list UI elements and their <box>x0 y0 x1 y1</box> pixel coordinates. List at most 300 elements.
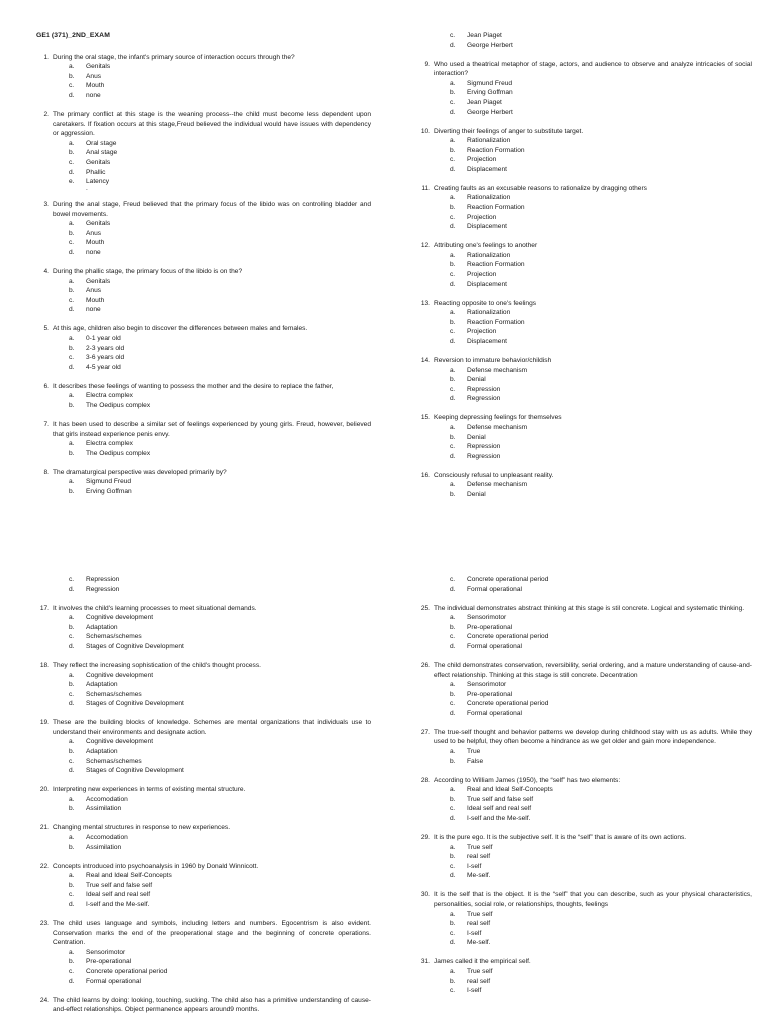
answer-option <box>36 833 371 843</box>
option-letter: c. <box>450 385 456 393</box>
option-letter: c. <box>450 862 456 870</box>
question <box>417 776 752 824</box>
option-text: Anus <box>86 229 102 237</box>
question-number: 4. <box>43 268 49 276</box>
option-letter: b. <box>450 490 456 498</box>
continued-options <box>417 31 752 50</box>
option-list <box>417 843 752 881</box>
question <box>36 996 371 1015</box>
option-text: Genitals <box>86 63 111 71</box>
option-letter: e. <box>69 178 75 186</box>
option-letter: b. <box>69 843 75 851</box>
answer-option <box>36 177 371 187</box>
option-text: Projection <box>467 328 497 336</box>
option-text: Anus <box>86 72 102 80</box>
answer-option <box>36 334 371 344</box>
question-stem <box>36 862 371 872</box>
option-letter: a. <box>450 423 456 431</box>
answer-option <box>36 977 371 987</box>
question-number: 6. <box>43 382 49 390</box>
option-text: Me-self. <box>467 872 491 880</box>
answer-option <box>36 72 371 82</box>
option-letter: a. <box>69 872 75 880</box>
answer-option <box>417 165 752 175</box>
option-text: Defense mechanism <box>467 481 528 489</box>
answer-option <box>417 814 752 824</box>
option-letter: b. <box>69 881 75 889</box>
option-text: Reaction Formation <box>467 146 525 154</box>
option-letter: b. <box>69 623 75 631</box>
question-text: Interpreting new experiences in terms of existing mental structure. <box>53 786 246 794</box>
answer-option <box>36 680 371 690</box>
option-letter: a. <box>450 786 456 794</box>
option-text: Stages of Cognitive Development <box>86 642 184 650</box>
option-list <box>417 366 752 404</box>
option-letter: c. <box>69 576 75 583</box>
option-list <box>417 785 752 823</box>
question-stem <box>417 241 752 251</box>
option-list <box>36 795 371 814</box>
question-number: 27. <box>420 728 430 736</box>
answer-option <box>36 286 371 296</box>
option-text: I-self <box>467 987 482 995</box>
answer-option <box>417 108 752 118</box>
answer-option <box>417 270 752 280</box>
question <box>417 184 752 232</box>
answer-option <box>36 439 371 449</box>
option-text: I-self and the Me-self. <box>86 900 150 908</box>
answer-option <box>417 146 752 156</box>
answer-option <box>417 490 752 500</box>
question <box>417 299 752 347</box>
answer-option <box>417 423 752 433</box>
option-list <box>417 613 752 651</box>
option-text: Stages of Cognitive Development <box>86 700 184 708</box>
exam-page-2 <box>0 512 768 1024</box>
answer-option <box>417 136 752 146</box>
option-letter: c. <box>450 271 456 279</box>
answer-option <box>36 229 371 239</box>
option-letter: b. <box>450 920 456 928</box>
option-text: 4-5 year old <box>86 363 121 371</box>
question-stem <box>36 382 371 392</box>
question-stem <box>417 60 752 79</box>
option-text: Concrete operational period <box>467 700 549 708</box>
option-letter: c. <box>69 633 75 641</box>
option-text: Erving Goffman <box>86 487 132 495</box>
question <box>417 604 752 652</box>
question-stem <box>417 833 752 843</box>
answer-option <box>36 757 371 767</box>
answer-option <box>36 158 371 168</box>
option-text: Formal operational <box>467 709 522 717</box>
option-list <box>417 308 752 346</box>
question-stem <box>36 324 371 334</box>
option-list <box>36 334 371 372</box>
option-text: Genitals <box>86 277 111 285</box>
question <box>417 356 752 404</box>
option-letter: c. <box>69 158 75 166</box>
option-list <box>36 948 371 986</box>
answer-option <box>36 449 371 459</box>
question <box>36 420 371 458</box>
question-text: Reversion to immature behavior/childish <box>434 356 552 364</box>
answer-option <box>36 139 371 149</box>
option-text: Assimilation <box>86 805 122 813</box>
option-text: Phallic <box>86 168 106 176</box>
option-letter: d. <box>69 700 75 708</box>
option-letter: a. <box>69 220 75 228</box>
option-letter: b. <box>69 487 75 495</box>
answer-option <box>417 318 752 328</box>
question-stem <box>36 823 371 833</box>
question <box>36 785 371 814</box>
option-letter: c. <box>69 891 75 899</box>
question-number: 17. <box>39 604 49 612</box>
option-text: Displacement <box>467 223 507 231</box>
option-text: 2-3 years old <box>86 344 125 352</box>
answer-option <box>417 155 752 165</box>
option-text: Stages of Cognitive Development <box>86 767 184 775</box>
option-letter: d. <box>450 642 456 650</box>
answer-option <box>417 394 752 404</box>
answer-option <box>417 575 752 585</box>
question-stem <box>36 661 371 671</box>
question-stem <box>417 413 752 423</box>
answer-option <box>36 843 371 853</box>
question-number: 8. <box>43 468 49 476</box>
option-letter: d. <box>69 642 75 650</box>
question-text: Concepts introduced into psychoanalysis in 1960 by Donald Winnicott. <box>53 862 259 870</box>
question <box>417 471 752 500</box>
option-list <box>36 219 371 257</box>
option-list <box>36 871 371 909</box>
option-list <box>36 477 371 496</box>
answer-option <box>417 260 752 270</box>
answer-option <box>36 795 371 805</box>
option-letter: b. <box>450 853 456 861</box>
option-letter: d. <box>69 977 75 985</box>
question-text: Diverting their feelings of anger to substitute target. <box>434 127 584 135</box>
question-number: 19. <box>39 719 49 727</box>
answer-option <box>417 690 752 700</box>
option-letter: a. <box>69 738 75 746</box>
question-number: 16. <box>420 471 430 479</box>
answer-option <box>417 642 752 652</box>
question-stem <box>417 356 752 366</box>
answer-option <box>36 575 371 585</box>
option-letter: d. <box>450 223 456 231</box>
option-text: True self <box>467 843 493 851</box>
answer-option <box>36 248 371 258</box>
option-letter: a. <box>450 194 456 202</box>
question-text: According to William James (1950), the “self” has two elements: <box>434 776 621 784</box>
option-list <box>417 136 752 174</box>
answer-option <box>417 747 752 757</box>
question-number: 10. <box>420 127 430 135</box>
option-letter: c. <box>69 82 75 90</box>
option-text: Oral stage <box>86 139 117 147</box>
answer-option <box>36 487 371 497</box>
question-number: 11. <box>421 184 430 192</box>
answer-option <box>36 91 371 101</box>
option-list <box>36 439 371 458</box>
question-stem <box>36 110 371 139</box>
option-text: Adaptation <box>86 681 118 689</box>
option-text: Regression <box>467 452 501 460</box>
option-letter: d. <box>69 767 75 775</box>
question <box>36 718 371 776</box>
option-list <box>36 139 371 187</box>
question-number: 5. <box>43 325 49 333</box>
option-text: Defense mechanism <box>467 423 528 431</box>
option-text: Schemas/schemes <box>86 690 142 698</box>
option-text: Formal operational <box>467 642 522 650</box>
option-letter: c. <box>69 690 75 698</box>
option-letter: a. <box>69 63 75 71</box>
option-letter: a. <box>450 481 456 489</box>
continued-options <box>36 575 371 594</box>
option-text: Pre-operational <box>467 690 513 698</box>
option-letter: b. <box>69 449 75 457</box>
answer-option <box>417 967 752 977</box>
option-letter: c. <box>450 32 456 39</box>
option-letter: b. <box>69 681 75 689</box>
option-letter: b. <box>69 72 75 80</box>
option-text: Rationalization <box>467 309 511 317</box>
option-list <box>417 480 752 499</box>
option-letter: b. <box>69 149 75 157</box>
answer-option <box>36 948 371 958</box>
option-letter: b. <box>69 805 75 813</box>
option-text: Repression <box>467 443 501 451</box>
question-stem <box>36 267 371 277</box>
answer-option <box>417 203 752 213</box>
option-text: Reaction Formation <box>467 261 525 269</box>
option-text: False <box>467 757 484 765</box>
question <box>36 823 371 852</box>
question-stem <box>36 53 371 63</box>
answer-option <box>417 804 752 814</box>
question-stem <box>417 604 752 614</box>
answer-option <box>36 671 371 681</box>
answer-option <box>417 623 752 633</box>
option-letter: a. <box>450 967 456 975</box>
option-text: Projection <box>467 213 497 221</box>
question-number: 15. <box>420 414 430 422</box>
option-text: Schemas/schemes <box>86 633 142 641</box>
option-letter: b. <box>69 344 75 352</box>
question <box>417 890 752 948</box>
option-list <box>417 79 752 117</box>
answer-option <box>36 62 371 72</box>
option-letter: c. <box>450 576 456 583</box>
answer-option <box>417 929 752 939</box>
option-letter: b. <box>69 958 75 966</box>
question-number: 31. <box>420 958 430 966</box>
option-letter: d. <box>69 91 75 99</box>
option-list <box>36 737 371 775</box>
option-letter: a. <box>69 614 75 622</box>
option-letter: a. <box>69 139 75 147</box>
option-list <box>417 967 752 996</box>
option-text: I-self <box>467 929 482 937</box>
option-text: The Oedipus complex <box>86 401 151 409</box>
option-text: Sensorimotor <box>467 614 507 622</box>
answer-option <box>36 737 371 747</box>
question-number: 26. <box>420 661 430 669</box>
option-list <box>417 193 752 231</box>
answer-option <box>36 296 371 306</box>
option-letter: a. <box>69 671 75 679</box>
option-text: True self <box>467 967 493 975</box>
option-letter: a. <box>450 79 456 87</box>
answer-option <box>417 251 752 261</box>
question-text: During the anal stage, Freud believed that the primary focus of the libido was on controlling bladder and bowel movements. <box>53 201 371 218</box>
answer-option <box>417 680 752 690</box>
option-list <box>36 671 371 709</box>
answer-option <box>36 477 371 487</box>
answer-option <box>36 642 371 652</box>
question-number: 22. <box>39 862 49 870</box>
question-text: These are the building blocks of knowledge. Schemes are mental organizations that individuals use to understand their environments and designate action. <box>53 719 371 736</box>
answer-option <box>417 308 752 318</box>
option-text: Rationalization <box>467 194 511 202</box>
answer-option <box>36 613 371 623</box>
answer-option <box>36 219 371 229</box>
option-letter: a. <box>69 335 75 342</box>
option-letter: b. <box>450 757 456 765</box>
answer-option <box>36 81 371 91</box>
option-text: George Herbert <box>467 41 513 49</box>
option-letter: a. <box>450 748 456 756</box>
question-stem <box>36 468 371 478</box>
option-text: Displacement <box>467 280 507 288</box>
option-text: Rationalization <box>467 251 511 259</box>
answer-option <box>36 957 371 967</box>
option-letter: a. <box>69 277 75 285</box>
answer-option <box>417 41 752 51</box>
option-letter: c. <box>69 296 75 304</box>
option-text: Displacement <box>467 165 507 173</box>
option-text: Real and Ideal Self-Concepts <box>86 872 172 880</box>
option-letter: d. <box>69 168 75 176</box>
answer-option <box>36 900 371 910</box>
answer-option <box>36 804 371 814</box>
question-number: 7. <box>43 420 49 428</box>
question-text: It is the pure ego. It is the subjective self. It is the “self” that is aware of its own actions. <box>434 834 687 842</box>
option-text: Denial <box>467 433 486 441</box>
option-letter: c. <box>450 156 456 164</box>
answer-option <box>417 452 752 462</box>
option-letter: d. <box>450 395 456 403</box>
answer-option <box>417 843 752 853</box>
answer-option <box>417 385 752 395</box>
answer-option <box>36 585 371 595</box>
answer-option <box>36 766 371 776</box>
question-number: 18. <box>39 661 49 669</box>
question-number: 28. <box>420 776 430 784</box>
question-stem <box>417 471 752 481</box>
answer-option <box>36 871 371 881</box>
option-list <box>36 277 371 315</box>
option-text: Concrete operational period <box>467 633 549 641</box>
answer-option <box>36 690 371 700</box>
option-list <box>417 910 752 948</box>
option-text: Cognitive development <box>86 738 154 746</box>
option-text: Cognitive development <box>86 614 154 622</box>
option-text: Accomodation <box>86 834 128 842</box>
question-stem <box>417 184 752 194</box>
option-text: True self and false self <box>86 881 153 889</box>
page2-right-column <box>417 575 752 1005</box>
question <box>417 413 752 461</box>
answer-option <box>417 280 752 290</box>
option-letter: d. <box>450 280 456 288</box>
answer-option <box>417 795 752 805</box>
option-list <box>417 31 752 50</box>
question-text: The true-self thought and behavior patterns we develop during childhood stay with us as adults. While they used to be helpful, they often become a hindrance as we get older and gain more independence. <box>434 728 752 746</box>
question <box>417 661 752 719</box>
option-text: True <box>467 748 481 756</box>
question <box>36 200 371 258</box>
option-letter: b. <box>450 204 456 212</box>
option-letter: c. <box>450 700 456 708</box>
question-text: They reflect the increasing sophistication of the child's thought process. <box>53 661 261 669</box>
question-stem <box>417 776 752 786</box>
question-stem <box>36 420 371 439</box>
option-list <box>36 391 371 410</box>
question <box>417 60 752 118</box>
question-text: At this age, children also begin to discover the differences between males and females. <box>53 325 308 333</box>
option-letter: c. <box>69 354 75 362</box>
question-text: Who used a theatrical metaphor of stage, actors, and audience to observe and analyze intricacies of social interaction? <box>434 60 752 78</box>
option-text: Me-self. <box>467 939 491 947</box>
option-letter: c. <box>450 929 456 937</box>
option-text: Mouth <box>86 82 105 90</box>
option-text: Denial <box>467 490 486 498</box>
option-text: Anal stage <box>86 149 118 157</box>
question-text: The child learns by doing: looking, touching, sucking. The child also has a primitive understanding of cause-and-effect relationships. Object permanence appears around9 months. <box>53 996 371 1014</box>
option-text: Regression <box>467 395 501 403</box>
question-stem <box>417 127 752 137</box>
answer-option <box>417 986 752 996</box>
option-letter: c. <box>450 633 456 641</box>
question <box>36 324 371 372</box>
option-letter: d. <box>450 337 456 345</box>
question-text: Keeping depressing feelings for themselves <box>434 414 562 422</box>
question <box>36 53 371 101</box>
option-letter: c. <box>450 328 456 336</box>
option-text: The Oedipus complex <box>86 449 151 457</box>
stray-mark: . <box>86 184 88 192</box>
option-text: Adaptation <box>86 748 118 756</box>
exam-title: GE1 (371)_2ND_EXAM <box>36 32 110 39</box>
question-stem <box>36 996 371 1015</box>
option-text: Pre-operational <box>467 623 513 631</box>
option-letter: a. <box>69 795 75 803</box>
question <box>417 241 752 289</box>
option-letter: a. <box>450 366 456 374</box>
option-text: Jean Piaget <box>467 32 502 39</box>
answer-option <box>417 613 752 623</box>
option-letter: d. <box>450 872 456 880</box>
answer-option <box>417 366 752 376</box>
option-letter: c. <box>450 443 456 451</box>
question-stem <box>36 718 371 737</box>
question-number: 13. <box>420 299 430 307</box>
question-number: 23. <box>39 919 49 927</box>
